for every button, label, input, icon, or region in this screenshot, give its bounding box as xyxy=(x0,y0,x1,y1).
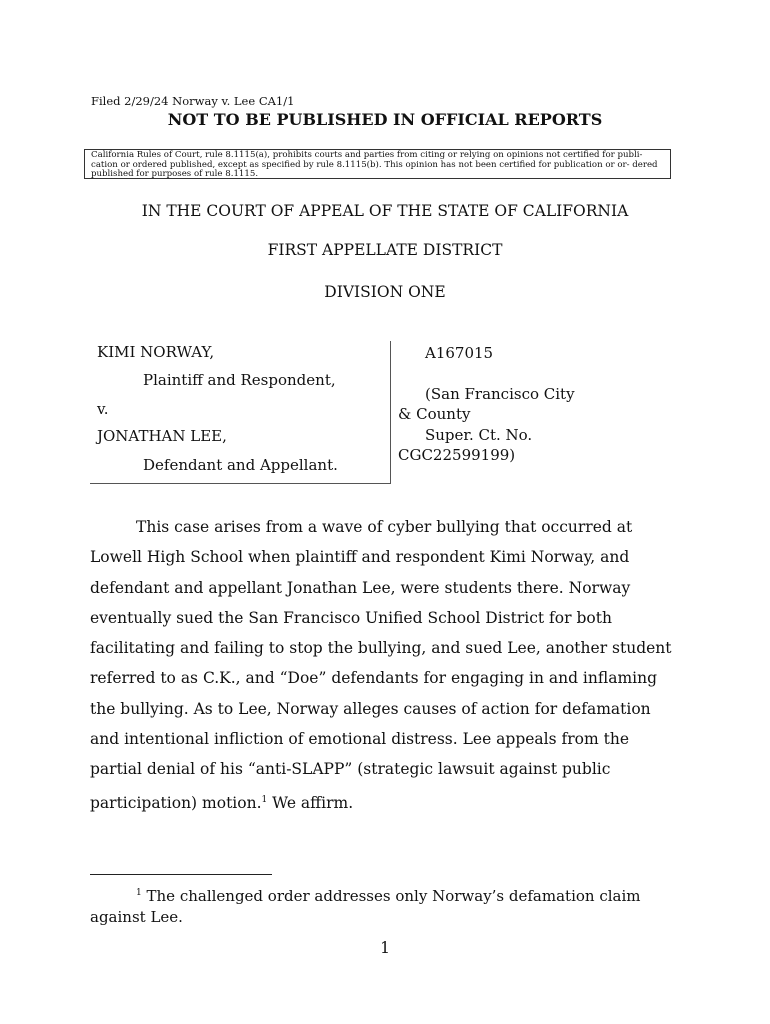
footnote-divider xyxy=(90,874,272,875)
trial-court-line-1: (San Francisco City xyxy=(425,384,575,403)
footnote-marker: 1 xyxy=(136,888,142,898)
court-division: DIVISION ONE xyxy=(324,283,446,301)
opinion-text: This case arises from a wave of cyber bullying that occurred at Lowell High School when plaintiff and respondent Kimi Norway, and defendant and appellant Jonathan Lee, were students there. Norway eventually sued the San Francisco Unified School District for both facilitating and failing to stop the bullying, and sued Lee, another student referred to as C.K., and “Doe” defendants for engaging in and inflaming the bullying. As to Lee, Norway alleges causes of action for defamation and intentional infliction of emotional distress. Lee appeals from the partial denial of his “anti-SLAPP” (strategic lawsuit against public participation) motion. xyxy=(90,518,672,812)
rule-notice-box xyxy=(84,149,671,179)
trial-court-line-3: Super. Ct. No. xyxy=(425,425,533,444)
plaintiff-name: KIMI NORWAY, xyxy=(97,343,215,361)
rule-notice-text: California Rules of Court, rule 8.1115(a), prohibits courts and parties from citing or relying on opinions not certified for publi- cation or ordered published, except as specified by rule 8.1115(b). This opinion has not been certified for publication or or- dered published for purposes of rule 8.1115. xyxy=(91,150,658,180)
footnote xyxy=(90,883,670,927)
court-district: FIRST APPELLATE DISTRICT xyxy=(267,241,503,259)
defendant-role: Defendant and Appellant. xyxy=(143,456,338,474)
filed-line: Filed 2/29/24 Norway v. Lee CA1/1 xyxy=(91,94,295,108)
page-number: 1 xyxy=(380,939,390,957)
case-caption-parties xyxy=(90,341,391,484)
versus: v. xyxy=(97,400,109,418)
defendant-name: JONATHAN LEE, xyxy=(97,427,227,445)
trial-court-line-4: CGC22599199) xyxy=(398,446,516,464)
plaintiff-role: Plaintiff and Respondent, xyxy=(143,371,336,389)
case-number: A167015 xyxy=(425,344,494,362)
footnote-reference[interactable]: 1 xyxy=(261,794,268,805)
publication-notice: NOT TO BE PUBLISHED IN OFFICIAL REPORTS xyxy=(167,110,603,129)
court-name: IN THE COURT OF APPEAL OF THE STATE OF CALIFORNIA xyxy=(141,202,629,220)
opinion-paragraph xyxy=(90,512,680,818)
footnote-text: The challenged order addresses only Norway’s defamation claim against Lee. xyxy=(90,887,641,926)
opinion-text-end: We affirm. xyxy=(267,793,354,812)
trial-court-line-2: & County xyxy=(398,405,471,423)
case-caption-details xyxy=(398,343,588,466)
